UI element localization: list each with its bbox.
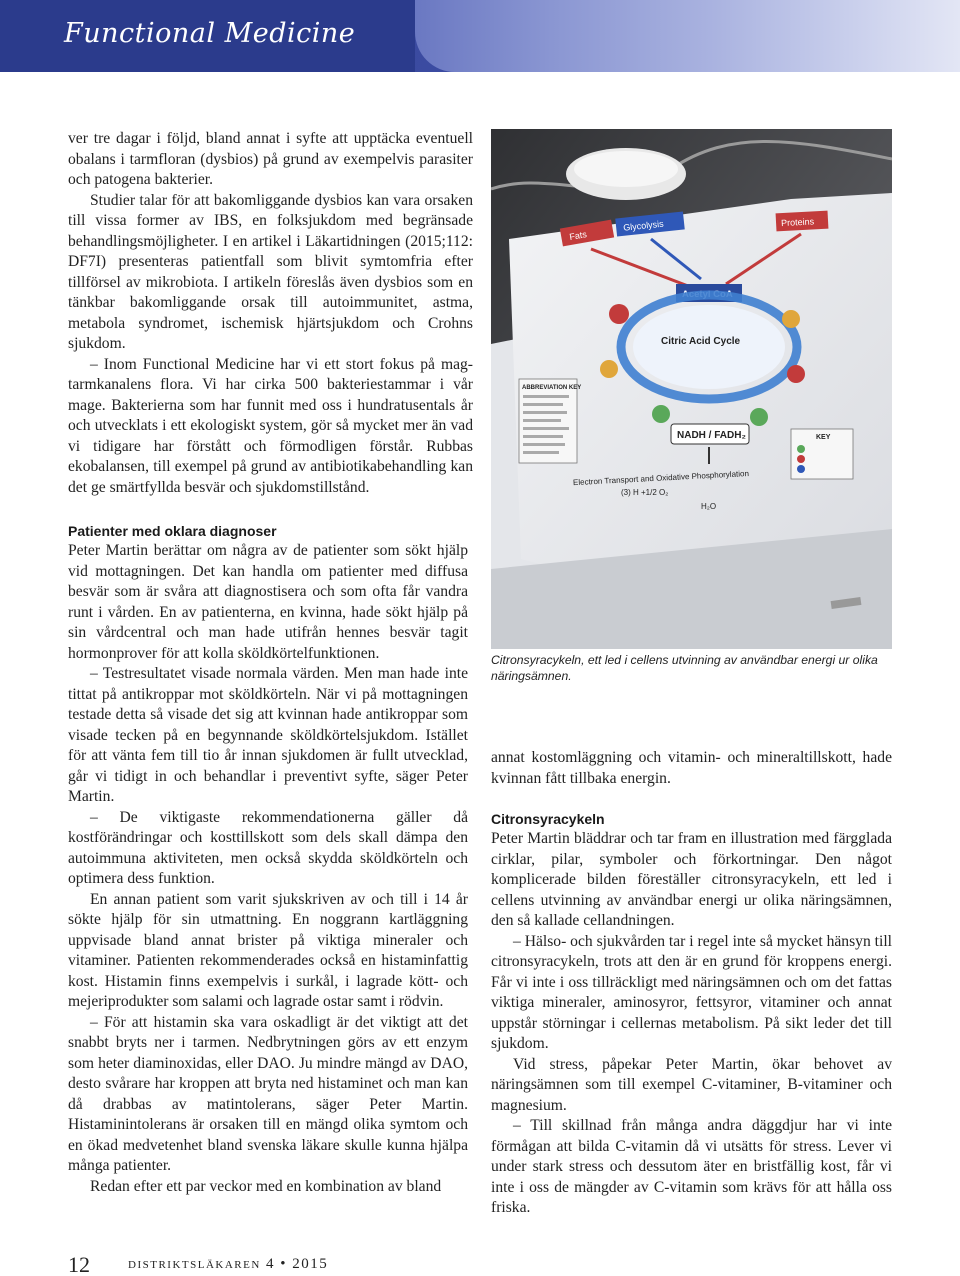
subheading: Patienter med oklara diagnoser [68, 523, 277, 539]
magazine-name: distriktsläkaren [128, 1256, 261, 1272]
paragraph: – De viktigaste rekommendationerna gäller då kostförändringar och kosttillskott som dels skall dämpa den autoimmuna aktiviteten, men också skydda sköldkörteln och optimera dess funktion. [68, 808, 468, 887]
article-column-left [68, 521, 468, 1197]
paragraph: Redan efter ett par veckor med en kombination av bland [90, 1177, 442, 1195]
photo-caption: Citronsyracykeln, ett led i cellens utvinning av användbar energi ur olika näringsämnen. [491, 653, 878, 683]
paragraph: – För att histamin ska vara oskadligt är det viktigt att det snabbt bryts ner i tarmen. Nedbrytningen görs av ett enzym som heter diaminoxidas, eller DAO. Ju mindre mängd av DAO, desto svårare har kroppen att bryta ned histaminet och man kan då drabbas av matintolerans, säger Peter Martin. Histaminintolerans är orsaken till en mängd olika symtom och en ökad medvetenhet bland svenska läkare skulle kunna hjälpa många patienter. [68, 1013, 468, 1174]
label-citric-acid-cycle: Citric Acid Cycle [661, 336, 741, 347]
label-electron-transport: Electron Transport and Oxidative Phosphorylation [572, 468, 750, 488]
label-water: H₂O [701, 502, 717, 511]
paragraph: – Inom Functional Medicine har vi ett stort fokus på mag-tarmkanalens flora. Vi har cirka 500 bakteriestammar i vår mage. Bakterierna som har funnit med oss i hundratusentals år och utvecklats i ett ekologiskt system, gör så mycket mer än vad vi tidigare har förstått och förmodligen förstår. Rubbas ekobalansen, till exempel på grund av antibiotikabehandling kan det ge smärtfyllda besvär och sjukdomstillstånd. [68, 355, 473, 496]
paragraph: – Testresultatet visade normala värden. Men man hade inte tittat på antikroppar mot sköldkörteln. När vi på mottagningen testade detta så visade det sig att kvinnan hade antikroppar som visade tecken på en begynnande sköldkörtelsjukdom. Istället för att vänta fem till tio år innan sjukdomen är fullt utvecklad, går vi tidigt in och behandlar i preventivt syfte, säger Peter Martin. [68, 665, 468, 805]
article-column-right [491, 748, 892, 1219]
label-glycolysis: Glycolysis [622, 218, 665, 233]
paragraph: Peter Martin berättar om några av de patienter som sökt hjälp vid mottagningen. Det kan handla om patienter med diffusa besvär som är svåra att diagnostisera och som ofta får vandra runt i vården. En av patienterna, en kvinna, hade sökt hjälp på sin vårdcentral och man hade utifrån hennes besvär tagit hormonprover för att kolla sköldkörtelfunktionen. [68, 542, 468, 662]
paragraph: Peter Martin bläddrar och tar fram en illustration med färgglada cirklar, pilar, symboler och förkortningar. Den något komplicerade bilden föreställer citronsyracykeln, ett led i cellens utvinning av användbar energi ur olika näringsämnen, den så kallade cellandningen. [491, 830, 892, 929]
paragraph: – Till skillnad från många andra däggdjur har vi inte förmågan att bilda C-vitamin då vi utsätts för stress. Lever vi under stark stress och dessutom äter en bristfällig kost, får vi inte i oss de mängder av C-vitamin som krävs för att hålla oss friska. [491, 1117, 892, 1216]
page-number: 12 [68, 1252, 90, 1276]
section-title: Functional Medicine [64, 18, 356, 49]
paragraph: – Hälso- och sjukvården tar i regel inte så mycket hänsyn till citronsyracykeln, trots att den är en grund för kroppens energi. Får vi inte i oss tillräckligt med näringsämnen och om det fattas viktiga mineraler, aminosyror, fettsyror, vitaminer och annat uppstår störningar i cellernas metabolism. På sikt leder det till sjukdom. [491, 932, 892, 1052]
paragraph: ver tre dagar i följd, bland annat i syfte att upptäcka eventuell obalans i tarmfloran (dysbios) på grund av exempelvis parasiter och patogena bakterier. [68, 130, 473, 188]
subheading: Citronsyracykeln [491, 811, 605, 827]
magazine-issue: 4 • 2015 [266, 1256, 329, 1272]
paragraph: annat kostomläggning och vitamin- och mineraltillskott, hade kvinnan fått tillbaka energin. [491, 749, 892, 787]
paragraph: En annan patient som varit sjukskriven av och till i 14 år sökte hjälp för sin utmattning. En noggrann kartläggning uppvisade bland annat brister på viktiga mineraler och vitaminer. Patienten rekommenderades också en histaminfattig kost. Histamin finns exempelvis i surkål, i lagrade kött- och mejeriprodukter som salami och lagrade ostar samt i rödvin. [68, 890, 468, 1010]
label-abbreviation-key: ABBREVIATION KEY [522, 385, 582, 391]
paragraph: Studier talar för att bakomliggande dysbios kan vara orsaken till vissa former av IBS, en folksjukdom med begränsade behandlingsmöjligheter. I en artikel i Läkartidningen (2015;112: DF7I) presenteras patientfall som blivit symtomfria efter tillförsel av mikrobiota. I artikeln föreslås även dysbios som en tänkbar bakomliggande orsak till autoimmunitet, astma, metabola syndromet, ischemisk hjärtsjukdom och Crohns sjukdom. [68, 191, 473, 352]
label-nadh-fadh2: NADH / FADH₂ [677, 430, 746, 441]
label-acetyl-coa: Acetyl CoA [682, 289, 733, 300]
magazine-footer [128, 1256, 328, 1273]
photo-illustration [491, 129, 892, 649]
paragraph: Vid stress, påpekar Peter Martin, ökar behovet av näringsämnen som till exempel C-vitaminer, B-vitaminer och magnesium. [491, 1055, 892, 1114]
label-proteins: Proteins [780, 216, 815, 229]
header-gradient-wave [415, 0, 960, 72]
label-key: KEY [816, 434, 831, 441]
article-column-top [68, 129, 473, 498]
label-equation: (3) H +1/2 O₂ [621, 488, 669, 497]
header-banner [0, 0, 960, 72]
photo-citric-acid-cycle [491, 129, 892, 649]
label-fats: Fats [568, 229, 588, 243]
